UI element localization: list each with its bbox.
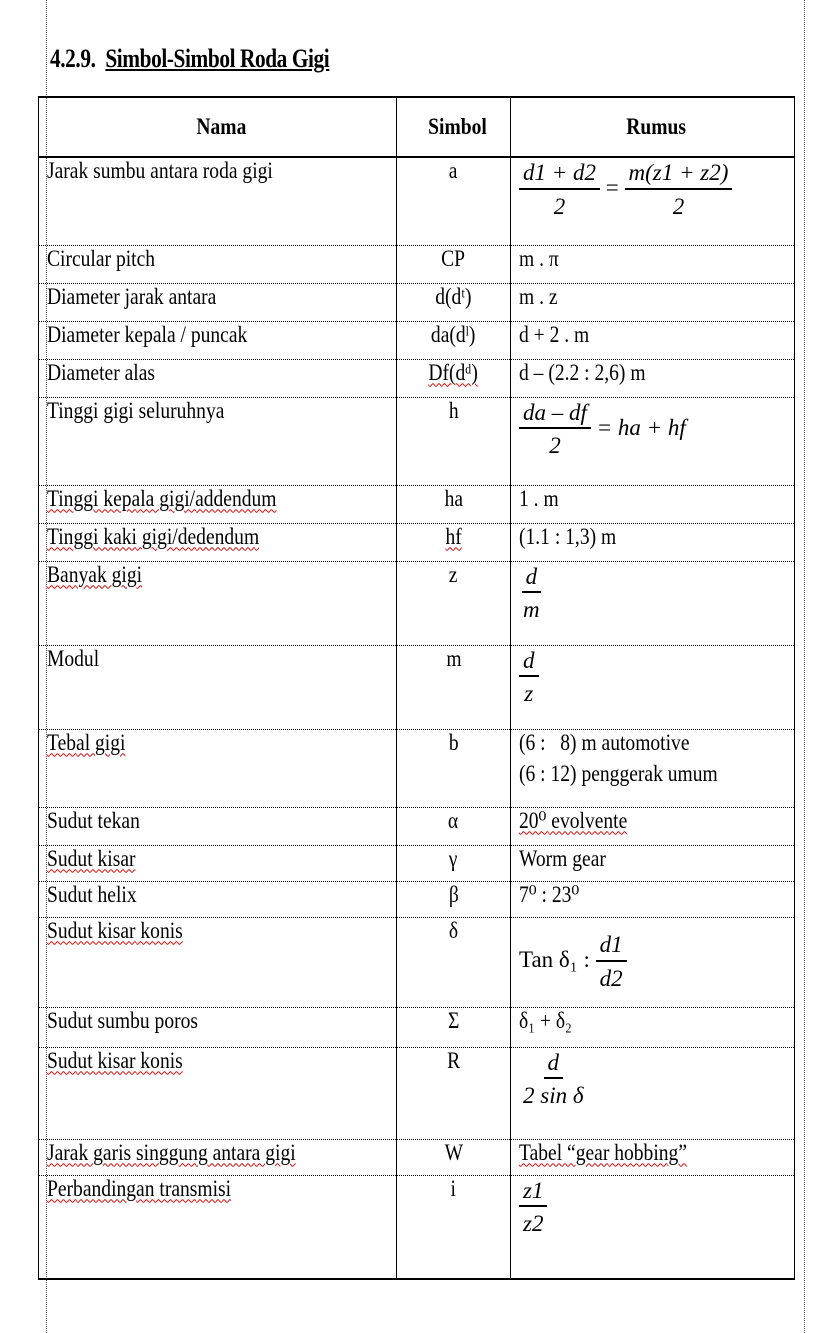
table-row xyxy=(39,321,795,359)
row-symbol: m xyxy=(397,645,511,729)
row-symbol: Σ xyxy=(397,1007,511,1047)
formula-fraction: $\frac{d}{z}$ xyxy=(519,648,539,708)
table-row xyxy=(39,245,795,283)
row-formula xyxy=(511,1047,795,1139)
row-name: Tinggi kepala gigi/addendum xyxy=(39,485,397,523)
gear-symbols-table xyxy=(38,96,795,1280)
row-symbol: i xyxy=(397,1175,511,1279)
row-formula: Tabel “gear hobbing” xyxy=(511,1139,795,1175)
row-formula xyxy=(511,397,795,485)
table-row xyxy=(39,1139,795,1175)
row-symbol: γ xyxy=(397,845,511,881)
row-formula xyxy=(511,645,795,729)
row-formula xyxy=(511,157,795,245)
row-name: Sudut kisar konis xyxy=(39,1047,397,1139)
formula-fraction: $\frac{d}{\text{2 sin δ}}$ xyxy=(523,1049,584,1109)
row-symbol: Df(dᵈ) xyxy=(397,359,511,397)
row-symbol: ha xyxy=(397,485,511,523)
row-symbol: a xyxy=(397,157,511,245)
formula-rest: = ha + hf xyxy=(596,414,686,440)
row-formula: 20⁰ evolvente xyxy=(511,807,795,845)
table-row xyxy=(39,561,795,645)
table-row xyxy=(39,845,795,881)
row-name: Sudut kisar konis xyxy=(39,917,397,1007)
equals-sign: = xyxy=(605,175,619,201)
row-formula: d + 2 . m xyxy=(511,321,795,359)
table-row xyxy=(39,917,795,1007)
row-formula: δ₁ + δ₂ xyxy=(511,1007,795,1047)
table-row xyxy=(39,807,795,845)
row-symbol: d(dᵗ) xyxy=(397,283,511,321)
section-heading xyxy=(50,44,329,74)
table-row xyxy=(39,283,795,321)
row-formula: Worm gear xyxy=(511,845,795,881)
row-name: Sudut kisar xyxy=(39,845,397,881)
row-formula xyxy=(511,917,795,1007)
row-formula: m . π xyxy=(511,245,795,283)
table-row xyxy=(39,157,795,245)
formula-fraction: $\frac{z1}{z2}$ xyxy=(519,1178,547,1238)
section-title-text: Simbol-Simbol Roda Gigi xyxy=(105,44,330,73)
row-symbol: h xyxy=(397,397,511,485)
table-row xyxy=(39,729,795,807)
margin-guide-right xyxy=(804,0,805,1333)
table-row xyxy=(39,645,795,729)
row-symbol: R xyxy=(397,1047,511,1139)
row-name: Perbandingan transmisi xyxy=(39,1175,397,1279)
table-row xyxy=(39,881,795,917)
row-name: Jarak sumbu antara roda gigi xyxy=(39,157,397,245)
row-name: Tinggi gigi seluruhnya xyxy=(39,397,397,485)
row-formula: (1.1 : 1,3) m xyxy=(511,523,795,561)
row-name: Sudut sumbu poros xyxy=(39,1007,397,1047)
formula-fraction: $\frac{d1}{d2}$ xyxy=(596,932,627,992)
row-name: Modul xyxy=(39,645,397,729)
row-symbol: z xyxy=(397,561,511,645)
row-formula: m . z xyxy=(511,283,795,321)
row-name: Circular pitch xyxy=(39,245,397,283)
row-formula: (6 : 8) m automotive (6 : 12) penggerak umum xyxy=(511,729,795,807)
row-name: Diameter jarak antara xyxy=(39,283,397,321)
formula-fraction: $\frac{d1 + d2}{2}$ xyxy=(519,160,600,220)
row-symbol: β xyxy=(397,881,511,917)
row-name: Banyak gigi xyxy=(39,561,397,645)
row-name: Tinggi kaki gigi/dedendum xyxy=(39,523,397,561)
header-formula: Rumus xyxy=(511,97,795,157)
table-row xyxy=(39,359,795,397)
table-row xyxy=(39,1007,795,1047)
row-name: Tebal gigi xyxy=(39,729,397,807)
table-row xyxy=(39,523,795,561)
row-symbol: α xyxy=(397,807,511,845)
formula-fraction: $\frac{m(z1 + z2)}{2}$ xyxy=(625,160,733,220)
header-symbol: Simbol xyxy=(397,97,511,157)
row-name: Diameter alas xyxy=(39,359,397,397)
row-symbol: b xyxy=(397,729,511,807)
table-row xyxy=(39,1175,795,1279)
table-row xyxy=(39,1047,795,1139)
table-row xyxy=(39,485,795,523)
row-symbol: δ xyxy=(397,917,511,1007)
row-name: Diameter kepala / puncak xyxy=(39,321,397,359)
row-formula: 7⁰ : 23⁰ xyxy=(511,881,795,917)
row-formula xyxy=(511,561,795,645)
row-symbol: CP xyxy=(397,245,511,283)
header-name: Nama xyxy=(39,97,397,157)
formula-fraction: $\frac{da - df}{2}$ xyxy=(519,400,591,460)
row-symbol: hf xyxy=(397,523,511,561)
row-name: Sudut helix xyxy=(39,881,397,917)
section-number: 4.2.9. xyxy=(50,44,96,73)
row-name: Jarak garis singgung antara gigi xyxy=(39,1139,397,1175)
table-row xyxy=(39,397,795,485)
formula-prefix: Tan δ₁ : xyxy=(519,947,590,973)
row-symbol: W xyxy=(397,1139,511,1175)
row-formula: 1 . m xyxy=(511,485,795,523)
row-formula xyxy=(511,1175,795,1279)
table-header-row xyxy=(39,97,795,157)
row-symbol: da(dˡ) xyxy=(397,321,511,359)
formula-fraction: $\frac{d}{m}$ xyxy=(523,563,540,623)
row-formula: d – (2.2 : 2,6) m xyxy=(511,359,795,397)
row-name: Sudut tekan xyxy=(39,807,397,845)
